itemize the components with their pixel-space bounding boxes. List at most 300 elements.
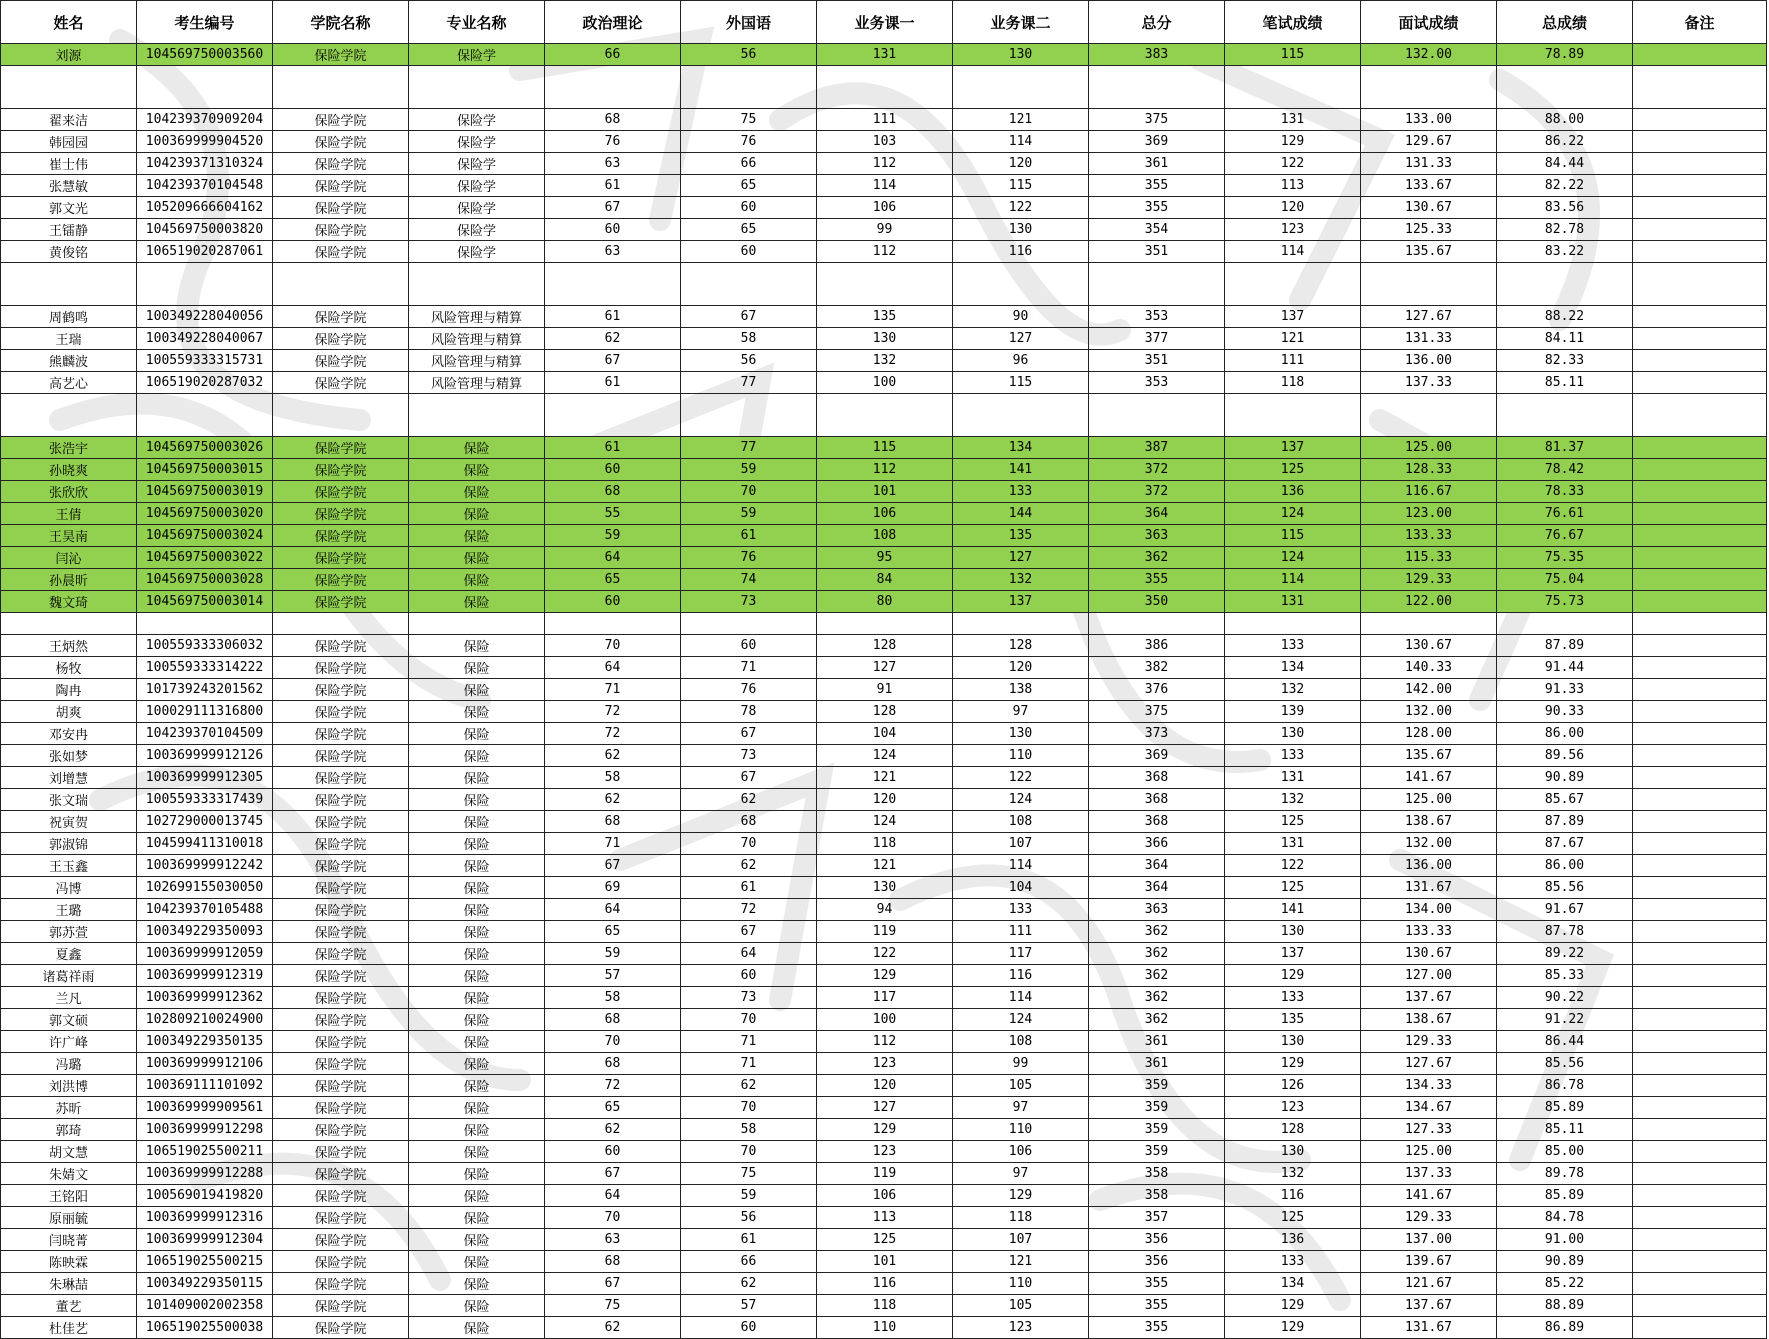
cell-politics: 76 bbox=[545, 131, 681, 153]
table-row bbox=[1, 789, 1767, 811]
cell-final-score: 91.33 bbox=[1497, 679, 1633, 701]
cell-final-score: 89.56 bbox=[1497, 745, 1633, 767]
cell-interview: 132.00 bbox=[1361, 701, 1497, 723]
cell-major: 保险 bbox=[409, 1273, 545, 1295]
cell-name: 杜佳艺 bbox=[1, 1317, 137, 1339]
cell-course-one: 129 bbox=[817, 965, 953, 987]
cell-remark bbox=[1633, 745, 1767, 767]
spacer-cell bbox=[817, 66, 953, 88]
cell-politics: 62 bbox=[545, 745, 681, 767]
cell-college: 保险学院 bbox=[273, 1229, 409, 1251]
cell-interview: 137.00 bbox=[1361, 1229, 1497, 1251]
cell-candidate-id: 104569750003024 bbox=[137, 525, 273, 547]
cell-interview: 125.33 bbox=[1361, 219, 1497, 241]
cell-course-two: 115 bbox=[953, 175, 1089, 197]
cell-foreign-language: 57 bbox=[681, 1295, 817, 1317]
cell-major: 保险 bbox=[409, 1119, 545, 1141]
cell-course-two: 110 bbox=[953, 745, 1089, 767]
cell-final-score: 75.04 bbox=[1497, 569, 1633, 591]
table-row bbox=[1, 855, 1767, 877]
table-row bbox=[1, 547, 1767, 569]
cell-major: 风险管理与精算 bbox=[409, 350, 545, 372]
cell-interview: 135.67 bbox=[1361, 745, 1497, 767]
cell-course-one: 120 bbox=[817, 1075, 953, 1097]
spacer-cell bbox=[273, 415, 409, 437]
cell-course-two: 108 bbox=[953, 811, 1089, 833]
cell-written: 129 bbox=[1225, 1053, 1361, 1075]
cell-written: 132 bbox=[1225, 1163, 1361, 1185]
cell-remark bbox=[1633, 1207, 1767, 1229]
cell-college: 保险学院 bbox=[273, 657, 409, 679]
cell-name: 王炳然 bbox=[1, 635, 137, 657]
cell-politics: 62 bbox=[545, 1317, 681, 1339]
spacer-cell bbox=[681, 415, 817, 437]
cell-foreign-language: 72 bbox=[681, 899, 817, 921]
table-row bbox=[1, 569, 1767, 591]
cell-final-score: 85.56 bbox=[1497, 1053, 1633, 1075]
spacer-cell bbox=[137, 415, 273, 437]
cell-foreign-language: 62 bbox=[681, 855, 817, 877]
spacer-cell bbox=[681, 87, 817, 109]
cell-name: 刘源 bbox=[1, 44, 137, 66]
spacer-cell bbox=[1633, 263, 1767, 285]
cell-name: 邓安冉 bbox=[1, 723, 137, 745]
cell-major: 保险 bbox=[409, 789, 545, 811]
cell-course-two: 117 bbox=[953, 943, 1089, 965]
cell-course-one: 123 bbox=[817, 1141, 953, 1163]
cell-total: 356 bbox=[1089, 1229, 1225, 1251]
cell-politics: 70 bbox=[545, 1207, 681, 1229]
cell-total: 359 bbox=[1089, 1097, 1225, 1119]
cell-final-score: 84.11 bbox=[1497, 328, 1633, 350]
cell-course-two: 121 bbox=[953, 109, 1089, 131]
cell-written: 129 bbox=[1225, 1295, 1361, 1317]
cell-written: 115 bbox=[1225, 44, 1361, 66]
cell-final-score: 85.67 bbox=[1497, 789, 1633, 811]
cell-foreign-language: 71 bbox=[681, 1031, 817, 1053]
cell-course-one: 108 bbox=[817, 525, 953, 547]
cell-candidate-id: 100029111316800 bbox=[137, 701, 273, 723]
cell-name: 郭淑锦 bbox=[1, 833, 137, 855]
cell-college: 保险学院 bbox=[273, 153, 409, 175]
cell-written: 132 bbox=[1225, 789, 1361, 811]
cell-final-score: 88.89 bbox=[1497, 1295, 1633, 1317]
cell-college: 保险学院 bbox=[273, 503, 409, 525]
cell-candidate-id: 100369999912362 bbox=[137, 987, 273, 1009]
cell-interview: 138.67 bbox=[1361, 1009, 1497, 1031]
cell-candidate-id: 100369999912059 bbox=[137, 943, 273, 965]
cell-politics: 58 bbox=[545, 987, 681, 1009]
cell-foreign-language: 75 bbox=[681, 1163, 817, 1185]
cell-remark bbox=[1633, 943, 1767, 965]
cell-major: 保险学 bbox=[409, 219, 545, 241]
cell-college: 保险学院 bbox=[273, 1295, 409, 1317]
table-row bbox=[1, 109, 1767, 131]
cell-written: 131 bbox=[1225, 833, 1361, 855]
cell-total: 354 bbox=[1089, 219, 1225, 241]
cell-candidate-id: 100369999912304 bbox=[137, 1229, 273, 1251]
spacer-cell bbox=[953, 284, 1089, 306]
cell-course-one: 116 bbox=[817, 1273, 953, 1295]
cell-total: 351 bbox=[1089, 350, 1225, 372]
cell-foreign-language: 60 bbox=[681, 635, 817, 657]
spacer-cell bbox=[409, 66, 545, 88]
table-row bbox=[1, 1163, 1767, 1185]
spacer-row bbox=[1, 613, 1767, 635]
cell-name: 兰凡 bbox=[1, 987, 137, 1009]
cell-written: 114 bbox=[1225, 569, 1361, 591]
spacer-cell bbox=[1, 613, 137, 635]
cell-total: 364 bbox=[1089, 855, 1225, 877]
table-row bbox=[1, 1229, 1767, 1251]
table-row bbox=[1, 701, 1767, 723]
table-row bbox=[1, 1141, 1767, 1163]
cell-interview: 137.67 bbox=[1361, 1295, 1497, 1317]
table-row bbox=[1, 723, 1767, 745]
cell-foreign-language: 60 bbox=[681, 197, 817, 219]
spacer-cell bbox=[1361, 284, 1497, 306]
cell-remark bbox=[1633, 833, 1767, 855]
table-row bbox=[1, 943, 1767, 965]
cell-major: 保险学 bbox=[409, 131, 545, 153]
cell-course-two: 104 bbox=[953, 877, 1089, 899]
cell-foreign-language: 59 bbox=[681, 459, 817, 481]
cell-written: 132 bbox=[1225, 679, 1361, 701]
spacer-row bbox=[1, 66, 1767, 88]
cell-written: 134 bbox=[1225, 1273, 1361, 1295]
cell-name: 朱婧文 bbox=[1, 1163, 137, 1185]
cell-foreign-language: 60 bbox=[681, 1317, 817, 1339]
cell-major: 保险 bbox=[409, 1009, 545, 1031]
cell-course-two: 107 bbox=[953, 833, 1089, 855]
cell-course-one: 128 bbox=[817, 635, 953, 657]
cell-total: 377 bbox=[1089, 328, 1225, 350]
cell-written: 137 bbox=[1225, 437, 1361, 459]
header-interview: 面试成绩 bbox=[1361, 1, 1497, 44]
cell-interview: 136.00 bbox=[1361, 350, 1497, 372]
cell-total: 373 bbox=[1089, 723, 1225, 745]
cell-major: 保险 bbox=[409, 1207, 545, 1229]
cell-course-one: 100 bbox=[817, 1009, 953, 1031]
cell-remark bbox=[1633, 153, 1767, 175]
cell-total: 351 bbox=[1089, 241, 1225, 263]
cell-written: 124 bbox=[1225, 503, 1361, 525]
cell-course-one: 106 bbox=[817, 503, 953, 525]
cell-final-score: 75.73 bbox=[1497, 591, 1633, 613]
cell-remark bbox=[1633, 1119, 1767, 1141]
cell-politics: 61 bbox=[545, 437, 681, 459]
cell-name: 翟来洁 bbox=[1, 109, 137, 131]
cell-candidate-id: 100559333306032 bbox=[137, 635, 273, 657]
cell-interview: 132.00 bbox=[1361, 833, 1497, 855]
cell-written: 130 bbox=[1225, 723, 1361, 745]
cell-name: 张如梦 bbox=[1, 745, 137, 767]
cell-course-one: 106 bbox=[817, 1185, 953, 1207]
cell-final-score: 89.78 bbox=[1497, 1163, 1633, 1185]
header-row bbox=[1, 1, 1767, 44]
cell-name: 胡文慧 bbox=[1, 1141, 137, 1163]
cell-major: 保险 bbox=[409, 481, 545, 503]
cell-remark bbox=[1633, 767, 1767, 789]
cell-remark bbox=[1633, 131, 1767, 153]
cell-name: 陶冉 bbox=[1, 679, 137, 701]
cell-total: 357 bbox=[1089, 1207, 1225, 1229]
cell-name: 崔士伟 bbox=[1, 153, 137, 175]
cell-candidate-id: 104239370105488 bbox=[137, 899, 273, 921]
cell-name: 郭文光 bbox=[1, 197, 137, 219]
cell-candidate-id: 104239371310324 bbox=[137, 153, 273, 175]
cell-college: 保险学院 bbox=[273, 965, 409, 987]
spacer-cell bbox=[1497, 415, 1633, 437]
cell-total: 368 bbox=[1089, 789, 1225, 811]
cell-major: 保险 bbox=[409, 1097, 545, 1119]
cell-major: 保险 bbox=[409, 503, 545, 525]
cell-college: 保险学院 bbox=[273, 175, 409, 197]
cell-politics: 64 bbox=[545, 899, 681, 921]
cell-college: 保险学院 bbox=[273, 525, 409, 547]
spacer-cell bbox=[137, 66, 273, 88]
cell-candidate-id: 104569750003022 bbox=[137, 547, 273, 569]
cell-politics: 68 bbox=[545, 481, 681, 503]
cell-final-score: 85.00 bbox=[1497, 1141, 1633, 1163]
cell-college: 保险学院 bbox=[273, 767, 409, 789]
cell-major: 风险管理与精算 bbox=[409, 328, 545, 350]
cell-interview: 130.67 bbox=[1361, 197, 1497, 219]
cell-politics: 61 bbox=[545, 306, 681, 328]
cell-major: 保险 bbox=[409, 679, 545, 701]
spacer-cell bbox=[1633, 394, 1767, 416]
table-body bbox=[1, 44, 1767, 1339]
spacer-cell bbox=[1361, 613, 1497, 635]
cell-written: 125 bbox=[1225, 877, 1361, 899]
cell-name: 王铭阳 bbox=[1, 1185, 137, 1207]
cell-remark bbox=[1633, 1273, 1767, 1295]
cell-politics: 63 bbox=[545, 153, 681, 175]
cell-interview: 125.00 bbox=[1361, 437, 1497, 459]
cell-candidate-id: 100569019419820 bbox=[137, 1185, 273, 1207]
cell-course-one: 125 bbox=[817, 1229, 953, 1251]
spacer-cell bbox=[1, 263, 137, 285]
cell-course-one: 130 bbox=[817, 328, 953, 350]
cell-course-two: 99 bbox=[953, 1053, 1089, 1075]
cell-course-two: 124 bbox=[953, 789, 1089, 811]
cell-college: 保险学院 bbox=[273, 877, 409, 899]
cell-college: 保险学院 bbox=[273, 109, 409, 131]
cell-name: 杨牧 bbox=[1, 657, 137, 679]
cell-name: 朱琳喆 bbox=[1, 1273, 137, 1295]
cell-candidate-id: 100559333314222 bbox=[137, 657, 273, 679]
cell-course-one: 117 bbox=[817, 987, 953, 1009]
cell-foreign-language: 67 bbox=[681, 723, 817, 745]
spacer-cell bbox=[953, 394, 1089, 416]
cell-politics: 63 bbox=[545, 241, 681, 263]
table-row bbox=[1, 921, 1767, 943]
cell-course-one: 110 bbox=[817, 1317, 953, 1339]
cell-remark bbox=[1633, 175, 1767, 197]
cell-written: 125 bbox=[1225, 1207, 1361, 1229]
table-row bbox=[1, 525, 1767, 547]
cell-interview: 121.67 bbox=[1361, 1273, 1497, 1295]
cell-college: 保险学院 bbox=[273, 833, 409, 855]
cell-interview: 129.33 bbox=[1361, 569, 1497, 591]
cell-interview: 129.33 bbox=[1361, 1207, 1497, 1229]
cell-course-one: 111 bbox=[817, 109, 953, 131]
cell-name: 郭文硕 bbox=[1, 1009, 137, 1031]
cell-major: 保险学 bbox=[409, 197, 545, 219]
cell-major: 保险 bbox=[409, 1295, 545, 1317]
cell-foreign-language: 62 bbox=[681, 1273, 817, 1295]
cell-candidate-id: 100349229350093 bbox=[137, 921, 273, 943]
header-name: 姓名 bbox=[1, 1, 137, 44]
cell-foreign-language: 70 bbox=[681, 1141, 817, 1163]
cell-total: 355 bbox=[1089, 175, 1225, 197]
spacer-cell bbox=[1633, 613, 1767, 635]
cell-remark bbox=[1633, 1031, 1767, 1053]
cell-candidate-id: 106519025500211 bbox=[137, 1141, 273, 1163]
cell-college: 保险学院 bbox=[273, 1251, 409, 1273]
cell-remark bbox=[1633, 1053, 1767, 1075]
table-row bbox=[1, 1185, 1767, 1207]
spacer-cell bbox=[817, 415, 953, 437]
table-row bbox=[1, 153, 1767, 175]
cell-course-one: 101 bbox=[817, 481, 953, 503]
cell-total: 361 bbox=[1089, 1031, 1225, 1053]
cell-final-score: 85.56 bbox=[1497, 877, 1633, 899]
cell-foreign-language: 59 bbox=[681, 503, 817, 525]
cell-foreign-language: 71 bbox=[681, 657, 817, 679]
cell-course-one: 118 bbox=[817, 1295, 953, 1317]
cell-interview: 134.00 bbox=[1361, 899, 1497, 921]
cell-name: 王瑞 bbox=[1, 328, 137, 350]
spacer-cell bbox=[1361, 394, 1497, 416]
cell-course-two: 120 bbox=[953, 153, 1089, 175]
cell-college: 保险学院 bbox=[273, 241, 409, 263]
cell-interview: 142.00 bbox=[1361, 679, 1497, 701]
cell-politics: 67 bbox=[545, 1273, 681, 1295]
cell-course-one: 112 bbox=[817, 459, 953, 481]
cell-course-two: 110 bbox=[953, 1119, 1089, 1141]
cell-major: 保险 bbox=[409, 701, 545, 723]
cell-name: 诸葛祥雨 bbox=[1, 965, 137, 987]
cell-foreign-language: 67 bbox=[681, 767, 817, 789]
cell-candidate-id: 101739243201562 bbox=[137, 679, 273, 701]
cell-final-score: 85.33 bbox=[1497, 965, 1633, 987]
cell-course-one: 124 bbox=[817, 745, 953, 767]
cell-candidate-id: 102699155030050 bbox=[137, 877, 273, 899]
cell-candidate-id: 104569750003028 bbox=[137, 569, 273, 591]
cell-course-two: 127 bbox=[953, 547, 1089, 569]
cell-foreign-language: 73 bbox=[681, 591, 817, 613]
spacer-cell bbox=[953, 415, 1089, 437]
cell-remark bbox=[1633, 1141, 1767, 1163]
cell-written: 131 bbox=[1225, 109, 1361, 131]
cell-course-two: 129 bbox=[953, 1185, 1089, 1207]
cell-college: 保险学院 bbox=[273, 219, 409, 241]
cell-total: 361 bbox=[1089, 153, 1225, 175]
cell-politics: 60 bbox=[545, 1141, 681, 1163]
cell-final-score: 86.44 bbox=[1497, 1031, 1633, 1053]
spacer-cell bbox=[545, 415, 681, 437]
spacer-cell bbox=[545, 284, 681, 306]
cell-remark bbox=[1633, 591, 1767, 613]
cell-remark bbox=[1633, 350, 1767, 372]
cell-college: 保险学院 bbox=[273, 591, 409, 613]
cell-college: 保险学院 bbox=[273, 328, 409, 350]
cell-politics: 70 bbox=[545, 635, 681, 657]
cell-total: 362 bbox=[1089, 547, 1225, 569]
cell-name: 刘增慧 bbox=[1, 767, 137, 789]
cell-final-score: 76.61 bbox=[1497, 503, 1633, 525]
cell-politics: 62 bbox=[545, 1119, 681, 1141]
table-row bbox=[1, 350, 1767, 372]
cell-course-two: 124 bbox=[953, 1009, 1089, 1031]
cell-college: 保险学院 bbox=[273, 745, 409, 767]
cell-course-one: 114 bbox=[817, 175, 953, 197]
cell-foreign-language: 59 bbox=[681, 1185, 817, 1207]
cell-name: 许广峰 bbox=[1, 1031, 137, 1053]
spacer-cell bbox=[137, 394, 273, 416]
cell-major: 保险 bbox=[409, 459, 545, 481]
cell-remark bbox=[1633, 811, 1767, 833]
cell-course-one: 118 bbox=[817, 833, 953, 855]
cell-major: 保险 bbox=[409, 811, 545, 833]
cell-written: 126 bbox=[1225, 1075, 1361, 1097]
cell-politics: 67 bbox=[545, 350, 681, 372]
cell-written: 137 bbox=[1225, 943, 1361, 965]
cell-name: 孙晨昕 bbox=[1, 569, 137, 591]
spacer-cell bbox=[1225, 415, 1361, 437]
cell-candidate-id: 100349229350115 bbox=[137, 1273, 273, 1295]
cell-name: 刘洪博 bbox=[1, 1075, 137, 1097]
cell-college: 保险学院 bbox=[273, 943, 409, 965]
cell-interview: 129.67 bbox=[1361, 131, 1497, 153]
cell-interview: 131.33 bbox=[1361, 153, 1497, 175]
cell-total: 382 bbox=[1089, 657, 1225, 679]
table-row bbox=[1, 1119, 1767, 1141]
cell-total: 355 bbox=[1089, 1295, 1225, 1317]
table-row bbox=[1, 591, 1767, 613]
cell-college: 保险学院 bbox=[273, 481, 409, 503]
cell-course-two: 134 bbox=[953, 437, 1089, 459]
cell-major: 风险管理与精算 bbox=[409, 372, 545, 394]
cell-interview: 138.67 bbox=[1361, 811, 1497, 833]
cell-remark bbox=[1633, 877, 1767, 899]
cell-total: 361 bbox=[1089, 1053, 1225, 1075]
cell-final-score: 84.78 bbox=[1497, 1207, 1633, 1229]
cell-written: 125 bbox=[1225, 459, 1361, 481]
cell-remark bbox=[1633, 109, 1767, 131]
cell-interview: 133.00 bbox=[1361, 109, 1497, 131]
cell-course-two: 114 bbox=[953, 987, 1089, 1009]
cell-final-score: 91.67 bbox=[1497, 899, 1633, 921]
cell-course-one: 128 bbox=[817, 701, 953, 723]
cell-course-two: 114 bbox=[953, 855, 1089, 877]
cell-final-score: 86.00 bbox=[1497, 855, 1633, 877]
cell-remark bbox=[1633, 241, 1767, 263]
cell-total: 376 bbox=[1089, 679, 1225, 701]
cell-course-two: 141 bbox=[953, 459, 1089, 481]
cell-name: 黄俊铭 bbox=[1, 241, 137, 263]
cell-name: 王玉鑫 bbox=[1, 855, 137, 877]
table-row bbox=[1, 1075, 1767, 1097]
table-row bbox=[1, 219, 1767, 241]
cell-major: 保险 bbox=[409, 437, 545, 459]
table-row bbox=[1, 1097, 1767, 1119]
cell-college: 保险学院 bbox=[273, 547, 409, 569]
cell-interview: 131.33 bbox=[1361, 328, 1497, 350]
cell-foreign-language: 58 bbox=[681, 1119, 817, 1141]
cell-foreign-language: 74 bbox=[681, 569, 817, 591]
